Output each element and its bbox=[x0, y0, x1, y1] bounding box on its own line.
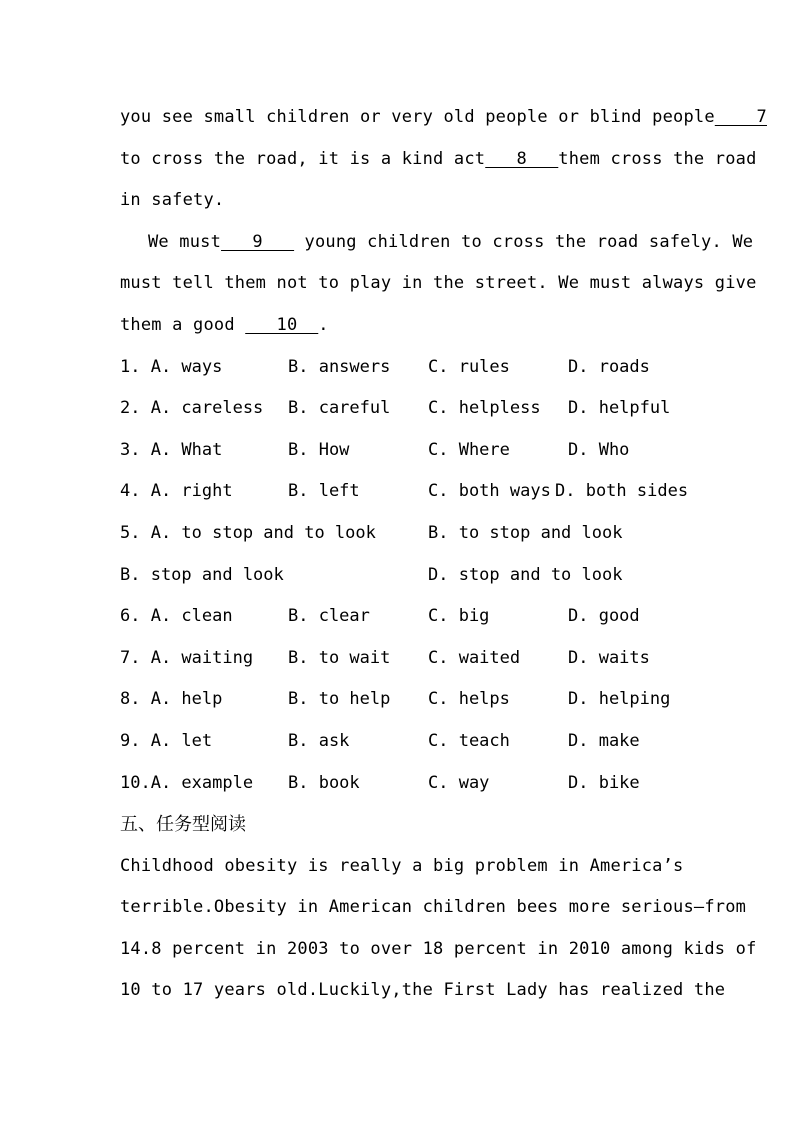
passage-text: . bbox=[318, 314, 329, 335]
option-b: B. careful bbox=[288, 398, 391, 419]
option-row bbox=[120, 513, 680, 555]
option-b: B. to stop and look bbox=[428, 522, 623, 543]
passage-text: them a good bbox=[120, 314, 246, 335]
option-d: D. good bbox=[568, 606, 640, 627]
passage-text: young children to cross the road safely. We bbox=[294, 231, 754, 252]
option-b: B. ask bbox=[288, 730, 350, 751]
option-a: 4. A. right bbox=[120, 481, 233, 502]
option-b: B. answers bbox=[288, 356, 391, 377]
option-row bbox=[120, 388, 680, 430]
blank-8: 8 bbox=[485, 148, 559, 169]
option-a: 6. A. clean bbox=[120, 606, 233, 627]
option-d: D. helpful bbox=[568, 398, 671, 419]
passage-line-6 bbox=[120, 305, 680, 347]
blank-10: 10 bbox=[245, 314, 319, 335]
option-row bbox=[120, 430, 680, 472]
passage-text: We must bbox=[148, 231, 222, 252]
blank-9: 9 bbox=[221, 231, 295, 252]
option-c: C. Where bbox=[428, 439, 510, 460]
option-row bbox=[120, 347, 680, 389]
option-c: C. both ways bbox=[428, 481, 551, 502]
options-list bbox=[120, 347, 689, 805]
option-row bbox=[120, 763, 680, 805]
passage-text: in safety. bbox=[120, 190, 225, 211]
option-row bbox=[120, 679, 680, 721]
option-b: B. to help bbox=[288, 689, 391, 710]
option-b: B. to wait bbox=[288, 647, 391, 668]
passage-line-1 bbox=[120, 97, 767, 139]
option-a: 10.A. example bbox=[120, 772, 254, 793]
option-row bbox=[120, 721, 680, 763]
passage-text: to cross the road, it is a kind act bbox=[120, 148, 486, 169]
option-b: B. book bbox=[288, 772, 360, 793]
reading-line: 10 to 17 years old.Luckily,the First Lady has realized the bbox=[120, 980, 726, 1001]
option-row bbox=[120, 638, 680, 680]
option-row bbox=[120, 596, 680, 638]
passage-text: them cross the road bbox=[558, 148, 757, 169]
option-a: 8. A. help bbox=[120, 689, 223, 710]
option-a: 9. A. let bbox=[120, 730, 213, 751]
option-d: D. both sides bbox=[555, 481, 689, 502]
document-page bbox=[120, 97, 767, 1012]
section-heading: 五、任务型阅读 bbox=[120, 814, 246, 836]
option-d: D. stop and to look bbox=[428, 564, 623, 585]
option-c: C. way bbox=[428, 772, 490, 793]
option-d: D. make bbox=[568, 730, 640, 751]
option-a: 2. A. careless bbox=[120, 398, 264, 419]
reading-line: Childhood obesity is really a big problem in America’s bbox=[120, 855, 684, 876]
option-a: 1. A. ways bbox=[120, 356, 223, 377]
option-c: C. teach bbox=[428, 730, 510, 751]
option-c: C. rules bbox=[428, 356, 510, 377]
option-a: 7. A. waiting bbox=[120, 647, 254, 668]
passage-line-2 bbox=[120, 139, 757, 181]
blank-7: 7 bbox=[714, 107, 767, 127]
option-c: B. stop and look bbox=[120, 564, 284, 585]
option-a: 5. A. to stop and to look bbox=[120, 522, 376, 543]
reading-line: 14.8 percent in 2003 to over 18 percent in 2010 among kids of bbox=[120, 938, 757, 959]
option-row bbox=[120, 471, 689, 513]
passage-line-3 bbox=[120, 180, 680, 222]
passage-line-5 bbox=[120, 263, 757, 305]
option-b: B. clear bbox=[288, 606, 370, 627]
option-a: 3. A. What bbox=[120, 439, 223, 460]
option-b: B. How bbox=[288, 439, 350, 460]
reading-line: terrible.Obesity in American children bees more serious—from bbox=[120, 897, 747, 918]
option-d: D. waits bbox=[568, 647, 650, 668]
option-c: C. waited bbox=[428, 647, 521, 668]
option-d: D. helping bbox=[568, 689, 671, 710]
option-d: D. Who bbox=[568, 439, 630, 460]
option-d: D. roads bbox=[568, 356, 650, 377]
option-d: D. bike bbox=[568, 772, 640, 793]
passage-line-4 bbox=[120, 222, 754, 264]
option-c: C. helps bbox=[428, 689, 510, 710]
passage-text: must tell them not to play in the street. We must always give bbox=[120, 273, 757, 294]
option-row bbox=[120, 555, 680, 597]
option-c: C. helpless bbox=[428, 398, 541, 419]
passage-text: you see small children or very old people or blind people bbox=[120, 107, 715, 127]
reading-passage bbox=[120, 846, 757, 1012]
option-b: B. left bbox=[288, 481, 360, 502]
option-c: C. big bbox=[428, 606, 490, 627]
